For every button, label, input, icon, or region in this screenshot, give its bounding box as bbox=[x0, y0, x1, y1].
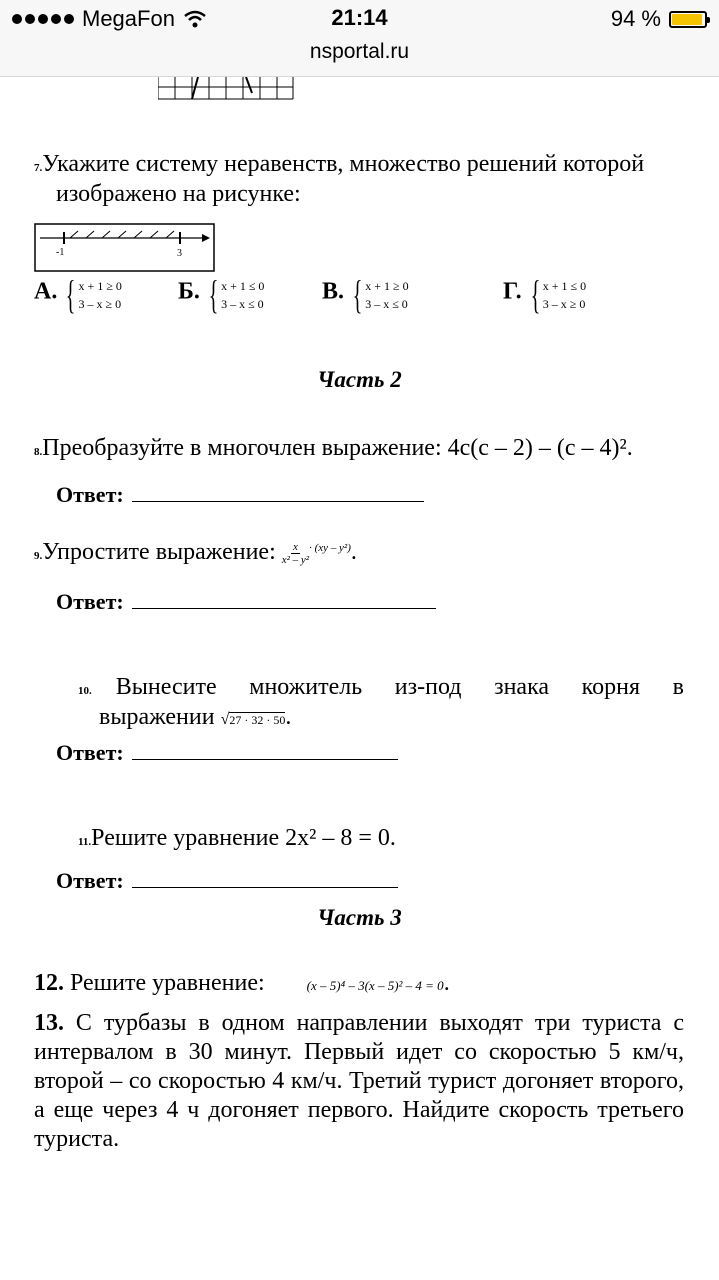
page-content bbox=[0, 77, 719, 1280]
q10-text-line1: 10. Вынесите множитель из-под знака корня в bbox=[78, 674, 684, 700]
q7-text-line1: 7.Укажите систему неравенств, множество решений которой bbox=[34, 151, 645, 177]
q10-word: знака bbox=[494, 674, 550, 700]
status-bar bbox=[0, 0, 719, 77]
q7-text-line2: изображено на рисунке: bbox=[56, 181, 301, 207]
q10-word: корня bbox=[581, 674, 640, 700]
carrier-name: MegaFon bbox=[82, 6, 175, 31]
battery-percent: 94 % bbox=[610, 6, 661, 31]
q9-fraction: $\frac{x}{\text{x² – y²}}$ bbox=[281, 540, 310, 566]
part3-heading: Часть 3 bbox=[317, 905, 402, 930]
q7-option-c[interactable]: В. { x + 1 ≥ 0 3 – x ≤ 0 bbox=[322, 272, 409, 317]
axis-label-left: -1 bbox=[56, 247, 65, 258]
q11-text: 11.Решите уравнение 2x² – 8 = 0. bbox=[78, 825, 396, 851]
q10-text-line2: выражении √27 · 32 · 50. bbox=[99, 704, 292, 730]
q10-line1-words bbox=[116, 674, 684, 701]
q10-word: в bbox=[672, 674, 684, 700]
q10-word: из-под bbox=[394, 674, 462, 700]
address-bar[interactable]: nsportal.ru bbox=[309, 40, 410, 63]
battery-icon bbox=[669, 11, 707, 28]
part2-heading: Часть 2 bbox=[317, 367, 402, 392]
q10-word: Вынесите bbox=[115, 674, 217, 700]
q7-option-d[interactable]: Г. { x + 1 ≤ 0 3 – x ≥ 0 bbox=[503, 272, 587, 317]
q13-text: 13. С турбазы в одном направлении выходят три туриста с интервалом в 30 минут. Первый идет со скоростью 5 км/ч, второй – со скоростью 4 км/ч. Третий турист догоняет второго, а еще через 4 ч догоняет первого. Найдите скорость третьего туриста. bbox=[34, 1010, 684, 1152]
q10-word: множитель bbox=[249, 674, 363, 700]
q9-answer: Ответ: bbox=[56, 589, 436, 615]
clock: 21:14 bbox=[331, 5, 388, 30]
grid-figure-fragment bbox=[158, 77, 294, 101]
q12-text: 12. Решите уравнение: (x – 5)⁴ – 3(x – 5)² – 4 = 0. bbox=[34, 970, 450, 996]
q10-answer: Ответ: bbox=[56, 740, 398, 766]
q10-root: √27 · 32 · 50 bbox=[220, 711, 286, 728]
number-line-figure bbox=[34, 223, 216, 273]
q7-option-b[interactable]: Б. { x + 1 ≤ 0 3 – x ≤ 0 bbox=[178, 272, 265, 317]
q7-option-a[interactable]: А. { x + 1 ≥ 0 3 – x ≥ 0 bbox=[34, 272, 122, 317]
q11-answer: Ответ: bbox=[56, 868, 398, 894]
battery-status bbox=[611, 6, 707, 32]
q9-text: 9.Упростите выражение: $\frac{x}{\text{x² – y²}}$ $^{\cdot (xy - y^2)}$. bbox=[34, 539, 357, 566]
q12-equation: (x – 5)⁴ – 3(x – 5)² – 4 = 0 bbox=[306, 978, 444, 993]
q8-text: 8.Преобразуйте в многочлен выражение: 4c(c – 2) – (c – 4)². bbox=[34, 435, 633, 461]
q8-answer: Ответ: bbox=[56, 482, 424, 508]
axis-label-right: 3 bbox=[177, 248, 182, 259]
